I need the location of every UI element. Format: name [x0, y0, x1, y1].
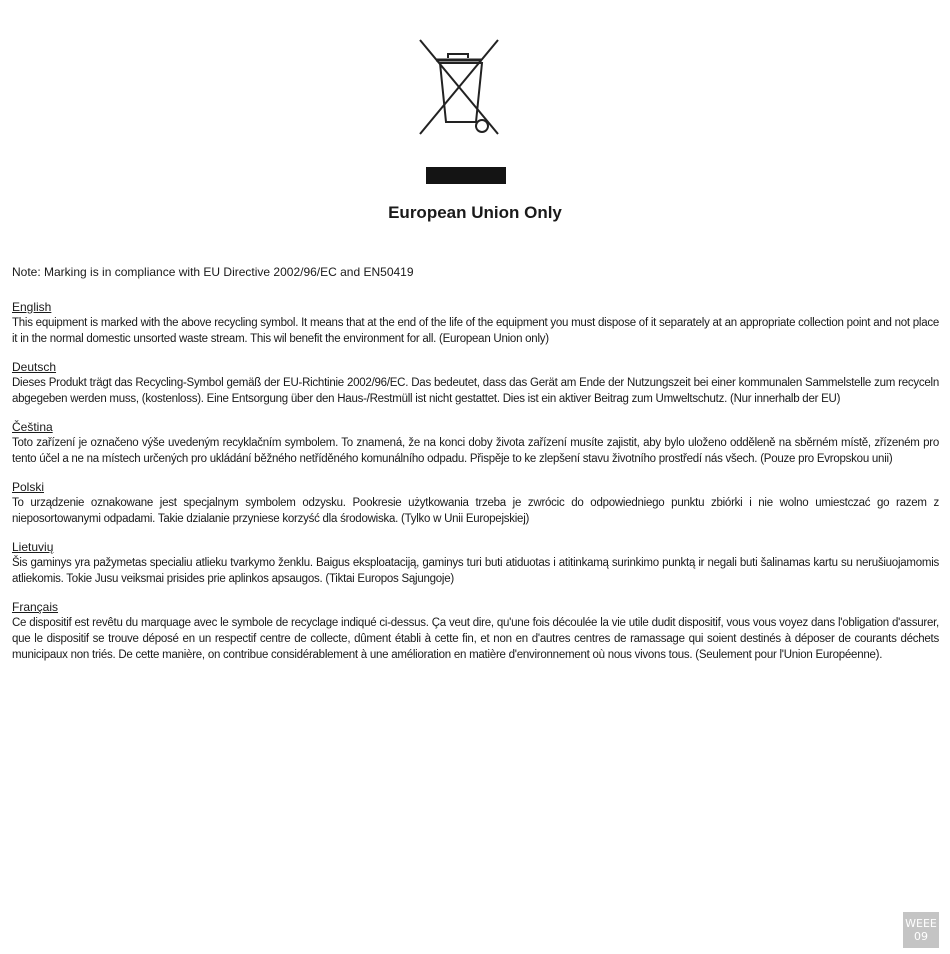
section-cestina [12, 420, 939, 467]
section-english [12, 300, 939, 347]
compliance-note: Note: Marking is in compliance with EU Directive 2002/96/EC and EN50419 [12, 265, 414, 279]
section-deutsch [12, 360, 939, 407]
section-heading: Lietuvių [12, 540, 54, 554]
badge-page-number: 09 [914, 930, 928, 943]
page-title: European Union Only [388, 203, 562, 222]
section-heading: English [12, 300, 52, 314]
section-francais [12, 600, 939, 663]
section-heading: Čeština [12, 420, 53, 434]
crossed-out-wheelie-bin-icon [410, 36, 506, 136]
section-text: To urządzenie oznakowane jest specjalnym symbolem odzysku. Pookresie użytkowania trzeba je zwrócic do odpowiedniego punktu zbiórki i nie wolno umiestczać go razem z nieposortowanymi odpadami. Takie dzialanie przyniese korzyść dla środowiska. (Tylko w Unii Europejskiej) [12, 497, 939, 525]
section-text: Šis gaminys yra pažymetas specialiu atlieku tvarkymo ženklu. Baigus eksploataciją, gaminys turi buti atiduotas i atitinkamą surinkimo punktą ir negali buti šalinamas kartu su nerušiuojamomis atliekomis. Tokie Jusu veiksmai prisides prie aplinkos apsaugos. (Tiktai Europos Sąjungoje) [12, 557, 939, 585]
section-heading: Polski [12, 480, 45, 494]
section-heading: Français [12, 600, 59, 614]
section-text: Dieses Produkt trägt das Recycling-Symbol gemäß der EU-Richtinie 2002/96/EC. Das bedeutet, dass das Gerät am Ende der Nutzungszeit bei einer kommunalen Sammelstelle zum recyceln abgegeben werden muss, (kostenloss). Eine Entsorgung über den Haus-/Restmüll ist nicht gestattet. Dies ist ein aktiver Beitrag zum Umweltschutz. (Nur innerhalb der EU) [12, 377, 939, 405]
section-text: Toto zařízení je označeno výše uvedeným recyklačním symbolem. To znamená, že na konci doby života zařízení musíte zajistit, aby bylo uloženo odděleně na sběrném místě, zřízeném pro tento účel a ne na místech určených pro ukládání běžného netříděného komunálního odpadu. Přispěje to ke zlepšení stavu životního prostředí nás všech. (Pouze pro Evropskou unii) [12, 437, 939, 465]
section-heading: Deutsch [12, 360, 57, 374]
badge-label: WEEE [905, 917, 937, 930]
section-polski [12, 480, 939, 527]
weee-page-badge [903, 912, 939, 948]
section-text: This equipment is marked with the above recycling symbol. It means that at the end of the life of the equipment you must dispose of it separately at an appropriate collection point and not place it in the normal domestic unsorted waste stream. This wil benefit the environment for all. (European Union only) [12, 317, 940, 345]
black-bar-marker [426, 167, 506, 184]
document-body [12, 264, 939, 676]
section-lietuviu [12, 540, 939, 587]
section-text: Ce dispositif est revêtu du marquage avec le symbole de recyclage indiqué ci-dessus. Ça veut dire, qu'une fois découlée la vie utile dudit dispositif, vous vous voyez dans l'obligation d'assurer, que le dispositif se trouve déposé en un respectif centre de collecte, dûment établi à cette fin, et non en d'autres centres de ramassage qui soient destinés à déposer de courants déchets municipaux non triés. De cette manière, on contribue considérablement à une amélioration en matière d'environnement où nous vivons tous. (Seulement pour l'Union Européenne). [12, 617, 939, 661]
